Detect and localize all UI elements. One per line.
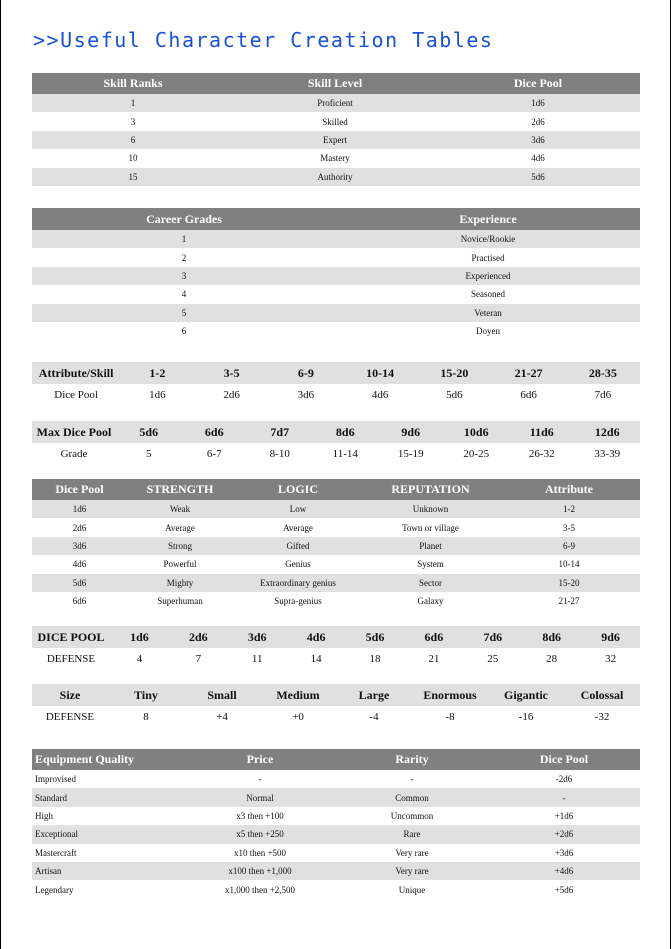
- column-header: 28-35: [566, 362, 640, 384]
- column-header: Attribute/Skill: [32, 362, 120, 384]
- table-row: [32, 267, 640, 285]
- table-cell: +0: [292, 711, 304, 723]
- column-header: 8d6: [313, 421, 379, 443]
- table-cell: Very rare: [395, 847, 429, 858]
- table-row: [32, 862, 640, 880]
- table-cell: Rare: [336, 825, 488, 843]
- skill-ranks-table: [32, 73, 640, 186]
- header-row: [32, 421, 640, 443]
- table-cell: Authority: [234, 168, 436, 186]
- table-cell: 6d6: [72, 596, 87, 607]
- table-cell: 3: [32, 267, 336, 285]
- table-cell: 2d6: [531, 116, 545, 127]
- table-cell: x1,000 then +2,500: [224, 884, 296, 895]
- table-cell: 8-10: [269, 448, 290, 460]
- column-header: STRENGTH: [127, 479, 233, 500]
- header-row: [32, 208, 640, 230]
- column-header: Equipment Quality: [32, 749, 184, 770]
- table-cell: 33-39: [594, 448, 621, 460]
- table-cell: Expert: [234, 131, 436, 149]
- header-row: [32, 684, 640, 706]
- table-cell: 1: [32, 230, 336, 248]
- table-cell: 3d6: [436, 131, 640, 149]
- column-header: Large: [336, 684, 412, 706]
- table-cell: 26-32: [528, 448, 555, 460]
- table-row: [32, 304, 640, 322]
- table-cell: 15-20: [498, 574, 640, 592]
- column-header: Price: [184, 749, 336, 770]
- table-cell: 20-25: [463, 448, 490, 460]
- table-row: [32, 807, 640, 825]
- table-cell: 25: [487, 653, 499, 665]
- table-row: [32, 555, 640, 573]
- table-cell: Skilled: [322, 116, 348, 127]
- table-cell: x10 then +500: [233, 847, 287, 858]
- column-header: Skill Level: [234, 73, 436, 94]
- header-row: [32, 749, 640, 770]
- column-header: 7d6: [463, 626, 522, 648]
- column-header: Skill Ranks: [32, 73, 234, 94]
- table-row: [32, 788, 640, 806]
- table-row: [32, 443, 640, 465]
- career-grades-table: [32, 208, 640, 340]
- table-cell: 1d6: [436, 94, 640, 112]
- table-row: [32, 500, 640, 518]
- table-cell: Proficient: [234, 94, 436, 112]
- table-cell: Improvised: [35, 774, 76, 785]
- column-header: 11d6: [509, 421, 575, 443]
- table-cell: Genius: [285, 559, 311, 570]
- table-row: [32, 149, 640, 167]
- table-cell: Gifted: [233, 537, 363, 555]
- table-cell: Mighty: [127, 574, 233, 592]
- table-cell: Planet: [363, 537, 498, 555]
- table-cell: Uncommon: [390, 810, 434, 821]
- table-cell: 32: [605, 653, 617, 665]
- column-header: 12d6: [575, 421, 641, 443]
- table-cell: x3 then +100: [236, 810, 284, 821]
- table-cell: Galaxy: [417, 596, 444, 607]
- page-border-left: [0, 0, 1, 949]
- table-cell: +5d6: [554, 884, 574, 895]
- table-cell: Average: [165, 522, 195, 533]
- table-cell: High: [35, 810, 53, 821]
- column-header: Enormous: [412, 684, 488, 706]
- table-row: [32, 574, 640, 592]
- table-cell: Novice/Rookie: [336, 230, 640, 248]
- table-cell: +1d6: [554, 810, 574, 821]
- size-table: [32, 684, 640, 728]
- column-header: DICE POOL: [32, 626, 110, 648]
- table-row: [32, 518, 640, 536]
- table-cell: 15-19: [397, 448, 424, 460]
- column-header: Dice Pool: [436, 73, 640, 94]
- table-cell: Sector: [363, 574, 498, 592]
- table-cell: 5d6: [32, 574, 127, 592]
- column-header: 2d6: [169, 626, 228, 648]
- table-cell: Average: [283, 522, 313, 533]
- table-cell: 4: [181, 289, 187, 300]
- column-header: 5d6: [116, 421, 182, 443]
- table-cell: Strong: [127, 537, 233, 555]
- header-row: [32, 362, 640, 384]
- table-cell: Weak: [127, 500, 233, 518]
- table-cell: Unknown: [363, 500, 498, 518]
- column-header: 6d6: [404, 626, 463, 648]
- table-row: [32, 112, 640, 130]
- table-cell: 1d6: [149, 389, 166, 401]
- table-cell: 5d6: [436, 168, 640, 186]
- header-row: [32, 626, 640, 648]
- table-cell: +3d6: [554, 847, 574, 858]
- table-cell: Legendary: [35, 884, 74, 895]
- table-cell: 28: [546, 653, 558, 665]
- column-header: 4d6: [287, 626, 346, 648]
- table-cell: 1-2: [498, 500, 640, 518]
- table-cell: 5d6: [446, 389, 463, 401]
- table-cell: 3-5: [563, 522, 575, 533]
- table-cell: 4d6: [72, 559, 87, 570]
- column-header: 15-20: [417, 362, 491, 384]
- attribute-skill-table: [32, 362, 640, 406]
- table-cell: Veteran: [336, 304, 640, 322]
- table-cell: 5: [32, 304, 336, 322]
- table-cell: -4: [369, 711, 379, 723]
- column-header: 9d6: [581, 626, 640, 648]
- table-cell: Low: [233, 500, 363, 518]
- column-header: Gigantic: [488, 684, 564, 706]
- table-cell: x100 then +1,000: [184, 862, 336, 880]
- table-cell: 1d6: [32, 500, 127, 518]
- table-cell: 6-9: [498, 537, 640, 555]
- table-cell: DEFENSE: [46, 653, 96, 665]
- table-cell: Common: [336, 788, 488, 806]
- page-title: >>Useful Character Creation Tables: [33, 28, 494, 52]
- column-header: Rarity: [336, 749, 488, 770]
- column-header: 3-5: [195, 362, 269, 384]
- table-cell: -8: [445, 711, 455, 723]
- max-dice-pool-table: [32, 421, 640, 465]
- table-cell: -: [488, 788, 640, 806]
- table-cell: 18: [369, 653, 381, 665]
- column-header: Dice Pool: [488, 749, 640, 770]
- table-cell: x5 then +250: [184, 825, 336, 843]
- column-header: Career Grades: [32, 208, 336, 230]
- table-cell: 10: [128, 153, 138, 164]
- table-cell: 6-7: [206, 448, 222, 460]
- column-header: 8d6: [522, 626, 581, 648]
- table-cell: Town or village: [402, 522, 459, 533]
- defense-table: [32, 626, 640, 670]
- table-cell: 14: [310, 653, 322, 665]
- table-cell: Grade: [60, 448, 88, 460]
- table-row: [32, 844, 640, 862]
- table-cell: +4d6: [488, 862, 640, 880]
- table-cell: Doyen: [476, 326, 500, 337]
- column-header: 7d7: [247, 421, 313, 443]
- table-cell: Experienced: [336, 267, 640, 285]
- column-header: Medium: [260, 684, 336, 706]
- column-header: LOGIC: [233, 479, 363, 500]
- descriptor-table: [32, 479, 640, 610]
- table-cell: Practised: [471, 252, 505, 263]
- table-row: [32, 230, 640, 248]
- column-header: Experience: [336, 208, 640, 230]
- column-header: Attribute: [498, 479, 640, 500]
- table-cell: -: [258, 774, 262, 785]
- table-row: [32, 322, 640, 340]
- table-cell: 10-14: [558, 559, 580, 570]
- column-header: 10d6: [444, 421, 510, 443]
- table-cell: Mastercraft: [35, 847, 77, 858]
- column-header: Tiny: [108, 684, 184, 706]
- table-cell: 15: [32, 168, 234, 186]
- column-header: 6-9: [269, 362, 343, 384]
- table-row: [32, 94, 640, 112]
- table-cell: 21: [428, 653, 440, 665]
- table-cell: Normal: [184, 788, 336, 806]
- table-cell: Seasoned: [471, 289, 505, 300]
- table-row: [32, 648, 640, 670]
- table-row: [32, 592, 640, 610]
- table-cell: System: [417, 559, 444, 570]
- table-cell: 2: [181, 252, 187, 263]
- table-cell: 6: [181, 326, 187, 337]
- table-cell: 8: [143, 711, 149, 723]
- table-cell: Artisan: [32, 862, 184, 880]
- column-header: 5d6: [346, 626, 405, 648]
- table-row: [32, 770, 640, 788]
- table-cell: 11-14: [332, 448, 358, 460]
- table-cell: 7: [195, 653, 202, 665]
- table-cell: +4: [216, 711, 228, 723]
- column-header: Size: [32, 684, 108, 706]
- table-cell: 6d6: [520, 389, 537, 401]
- column-header: 10-14: [343, 362, 417, 384]
- table-cell: Powerful: [163, 559, 197, 570]
- column-header: 1d6: [110, 626, 169, 648]
- table-row: [32, 825, 640, 843]
- table-row: [32, 168, 640, 186]
- column-header: 9d6: [378, 421, 444, 443]
- header-row: [32, 73, 640, 94]
- table-cell: 21-27: [558, 596, 580, 607]
- table-cell: 6: [32, 131, 234, 149]
- table-cell: -: [410, 774, 414, 785]
- column-header: Small: [184, 684, 260, 706]
- column-header: Dice Pool: [32, 479, 127, 500]
- table-cell: 11: [251, 653, 263, 665]
- table-cell: 3: [130, 116, 136, 127]
- table-cell: 4d6: [371, 389, 389, 401]
- table-cell: Unique: [398, 884, 426, 895]
- table-cell: Superhuman: [157, 596, 203, 607]
- table-row: [32, 131, 640, 149]
- table-cell: DEFENSE: [45, 711, 95, 723]
- table-cell: Supra-genius: [274, 596, 322, 607]
- table-cell: -2d6: [555, 774, 573, 785]
- table-row: [32, 537, 640, 555]
- table-cell: Standard: [32, 788, 184, 806]
- equipment-quality-table: [32, 749, 640, 899]
- table-row: [32, 384, 640, 406]
- table-cell: Very rare: [336, 862, 488, 880]
- column-header: REPUTATION: [363, 479, 498, 500]
- column-header: 21-27: [491, 362, 565, 384]
- column-header: 1-2: [120, 362, 194, 384]
- table-cell: 2d6: [223, 389, 240, 401]
- table-cell: Dice Pool: [54, 389, 98, 401]
- table-cell: Mastery: [320, 153, 350, 164]
- table-cell: Extraordinary genius: [233, 574, 363, 592]
- table-cell: 7d6: [594, 389, 612, 401]
- table-row: [32, 880, 640, 898]
- table-cell: Exceptional: [32, 825, 184, 843]
- table-cell: 5: [146, 448, 152, 460]
- table-row: [32, 285, 640, 303]
- table-cell: 4d6: [531, 153, 545, 164]
- column-header: Max Dice Pool: [32, 421, 116, 443]
- table-row: [32, 248, 640, 266]
- table-cell: 2d6: [72, 522, 87, 533]
- table-cell: -32: [594, 711, 610, 723]
- column-header: 6d6: [182, 421, 248, 443]
- table-cell: -16: [518, 711, 534, 723]
- table-cell: 3d6: [32, 537, 127, 555]
- table-cell: +2d6: [488, 825, 640, 843]
- column-header: Colossal: [564, 684, 640, 706]
- table-cell: 4: [136, 653, 143, 665]
- table-cell: 1: [32, 94, 234, 112]
- table-row: [32, 706, 640, 728]
- header-row: [32, 479, 640, 500]
- column-header: 3d6: [228, 626, 287, 648]
- table-cell: 3d6: [297, 389, 315, 401]
